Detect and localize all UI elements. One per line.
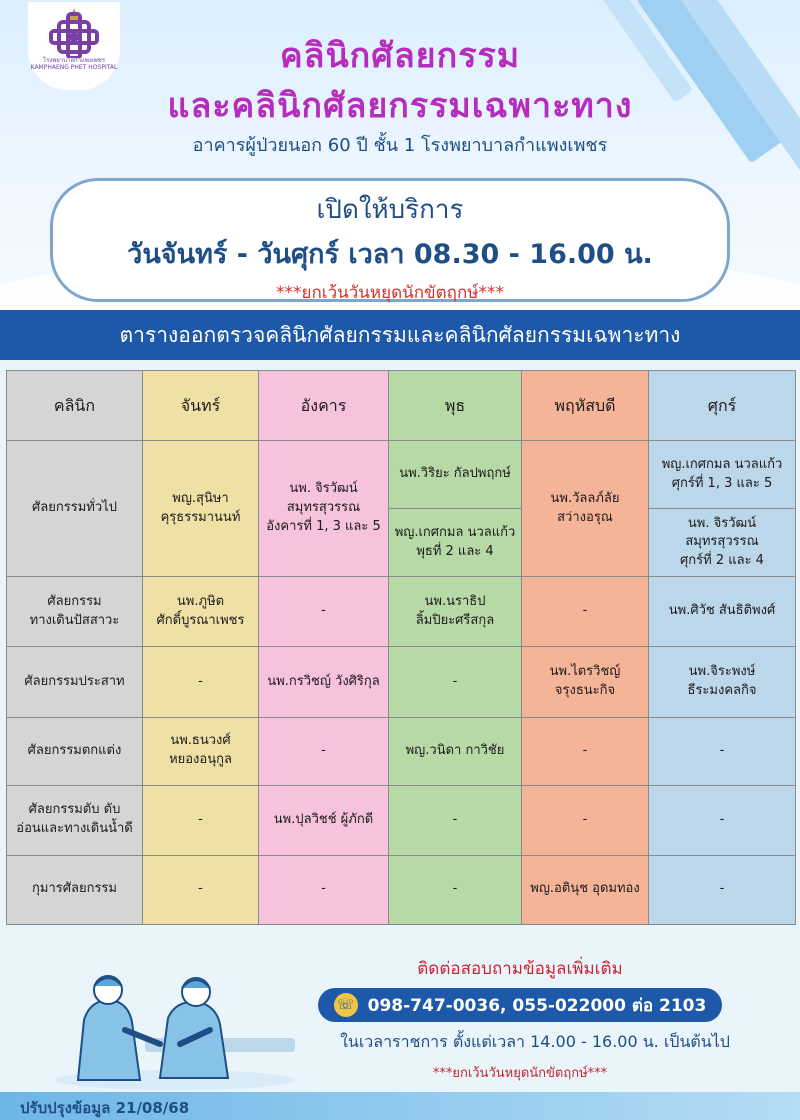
mon-cell: พญ.สุนิษา คุรุธรรมานนท์: [143, 441, 259, 577]
table-row: [7, 855, 796, 924]
thu-cell: -: [522, 577, 649, 647]
table-header-row: [7, 371, 796, 441]
thu-cell: -: [522, 785, 649, 855]
schedule-title-bar: [0, 310, 800, 360]
thu-cell: พญ.อตินุช อุดมทอง: [522, 855, 649, 924]
schedule-title: ตารางออกตรวจคลินิกศัลยกรรมและคลินิกศัลยกรรมเฉพาะทาง: [119, 322, 681, 347]
open-days-time: วันจันทร์ - วันศุกร์ เวลา 08.30 - 16.00 น.: [127, 239, 653, 270]
fri-cell: นพ.จิระพงษ์ ธีระมงคลกิจ: [649, 647, 796, 717]
table-row: [7, 647, 796, 717]
table-row: [7, 717, 796, 785]
page-title-line2: และคลินิกศัลยกรรมเฉพาะทาง: [167, 86, 633, 126]
schedule-table: [6, 370, 796, 925]
thu-cell: -: [522, 717, 649, 785]
schedule-table-wrapper: [6, 370, 795, 925]
contact-exception: ***ยกเว้นวันหยุดนักขัตฤกษ์***: [432, 1066, 608, 1081]
tue-cell: -: [259, 577, 389, 647]
tue-cell: นพ.กรวิชญ์ วังศิริกุล: [259, 647, 389, 717]
contact-hours: ในเวลาราชการ ตั้งแต่เวลา 14.00 - 16.00 น. เป็นต้นไป: [340, 1032, 730, 1051]
header-wednesday: พุธ: [389, 371, 522, 441]
mon-cell: -: [143, 647, 259, 717]
holiday-exception: ***ยกเว้นวันหยุดนักขัตฤกษ์***: [276, 283, 504, 303]
tue-cell: นพ.ปุลวิชช์ ผู้ภักดี: [259, 785, 389, 855]
mon-cell: นพ.ธนวงศ์ หยองอนุกูล: [143, 717, 259, 785]
page-title-line1: คลินิกศัลยกรรม: [279, 36, 521, 76]
table-row: [7, 785, 796, 855]
contact-title: ติดต่อสอบถามข้อมูลเพิ่มเติม: [417, 959, 623, 979]
header-clinic: คลินิก: [7, 371, 143, 441]
logo-label-th: โรงพยาบาลกำแพงเพชร: [42, 57, 106, 64]
service-hours-card: [50, 178, 730, 302]
mon-cell: -: [143, 785, 259, 855]
fri-cell: -: [649, 717, 796, 785]
header-friday: ศุกร์: [649, 371, 796, 441]
fri-cell: -: [649, 785, 796, 855]
clinic-cell: ศัลยกรรมตับ ตับ อ่อนและทางเดินน้ำดี: [7, 785, 143, 855]
wed-cell: -: [389, 785, 522, 855]
table-row: [7, 577, 796, 647]
fri-cell: นพ.ศิวัช สันธิติพงศ์: [649, 577, 796, 647]
fri-cell: นพ. จิรวัฒน์ สมุทรสุวรรณ ศุกร์ที่ 2 และ 4: [649, 509, 796, 577]
clinic-cell: ศัลยกรรมทั่วไป: [7, 441, 143, 577]
clinic-cell: กุมารศัลยกรรม: [7, 855, 143, 924]
wed-cell: พญ.วนิดา กาวิชัย: [389, 717, 522, 785]
fri-cell: -: [649, 855, 796, 924]
open-label: เปิดให้บริการ: [316, 195, 464, 225]
tue-cell: -: [259, 855, 389, 924]
phone-pill[interactable]: [318, 988, 722, 1022]
phone-icon: ☏: [334, 993, 358, 1017]
mon-cell: -: [143, 855, 259, 924]
clinic-cell: ศัลยกรรม ทางเดินปัสสาวะ: [7, 577, 143, 647]
phone-numbers[interactable]: 098-747-0036, 055-022000 ต่อ 2103: [367, 995, 707, 1016]
clinic-cell: ศัลยกรรมตกแต่ง: [7, 717, 143, 785]
header-tuesday: อังคาร: [259, 371, 389, 441]
table-row: [7, 441, 796, 509]
thu-cell: นพ.ไตรวิชญ์ จรุงธนะกิจ: [522, 647, 649, 717]
tue-cell: -: [259, 717, 389, 785]
wed-cell: นพ.นราธิป ลิ้มปิยะศรีสกุล: [389, 577, 522, 647]
location-text: อาคารผู้ป่วยนอก 60 ปี ชั้น 1 โรงพยาบาลกำแพงเพชร: [192, 135, 608, 156]
logo-label-en: KAMPHAENG PHET HOSPITAL: [30, 63, 118, 71]
fri-cell: พญ.เกศกมล นวลแก้ว ศุกร์ที่ 1, 3 และ 5: [649, 441, 796, 509]
tue-cell: นพ. จิรวัฒน์ สมุทรสุวรรณ อังคารที่ 1, 3 และ 5: [259, 441, 389, 577]
wed-cell: -: [389, 855, 522, 924]
surgeons-illustration: [50, 960, 300, 1090]
header-thursday: พฤหัสบดี: [522, 371, 649, 441]
wed-cell: -: [389, 647, 522, 717]
clinic-cell: ศัลยกรรมประสาท: [7, 647, 143, 717]
header-monday: จันทร์: [143, 371, 259, 441]
thu-cell: นพ.วัลลภ์ลัย สว่างอรุณ: [522, 441, 649, 577]
updated-date: ปรับปรุงข้อมูล 21/08/68: [20, 1099, 190, 1117]
wed-cell: นพ.วิริยะ กัลปพฤกษ์: [389, 441, 522, 509]
mon-cell: นพ.ภูษิต ศักดิ์บูรณาเพชร: [143, 577, 259, 647]
wed-cell: พญ.เกศกมล นวลแก้ว พุธที่ 2 และ 4: [389, 509, 522, 577]
